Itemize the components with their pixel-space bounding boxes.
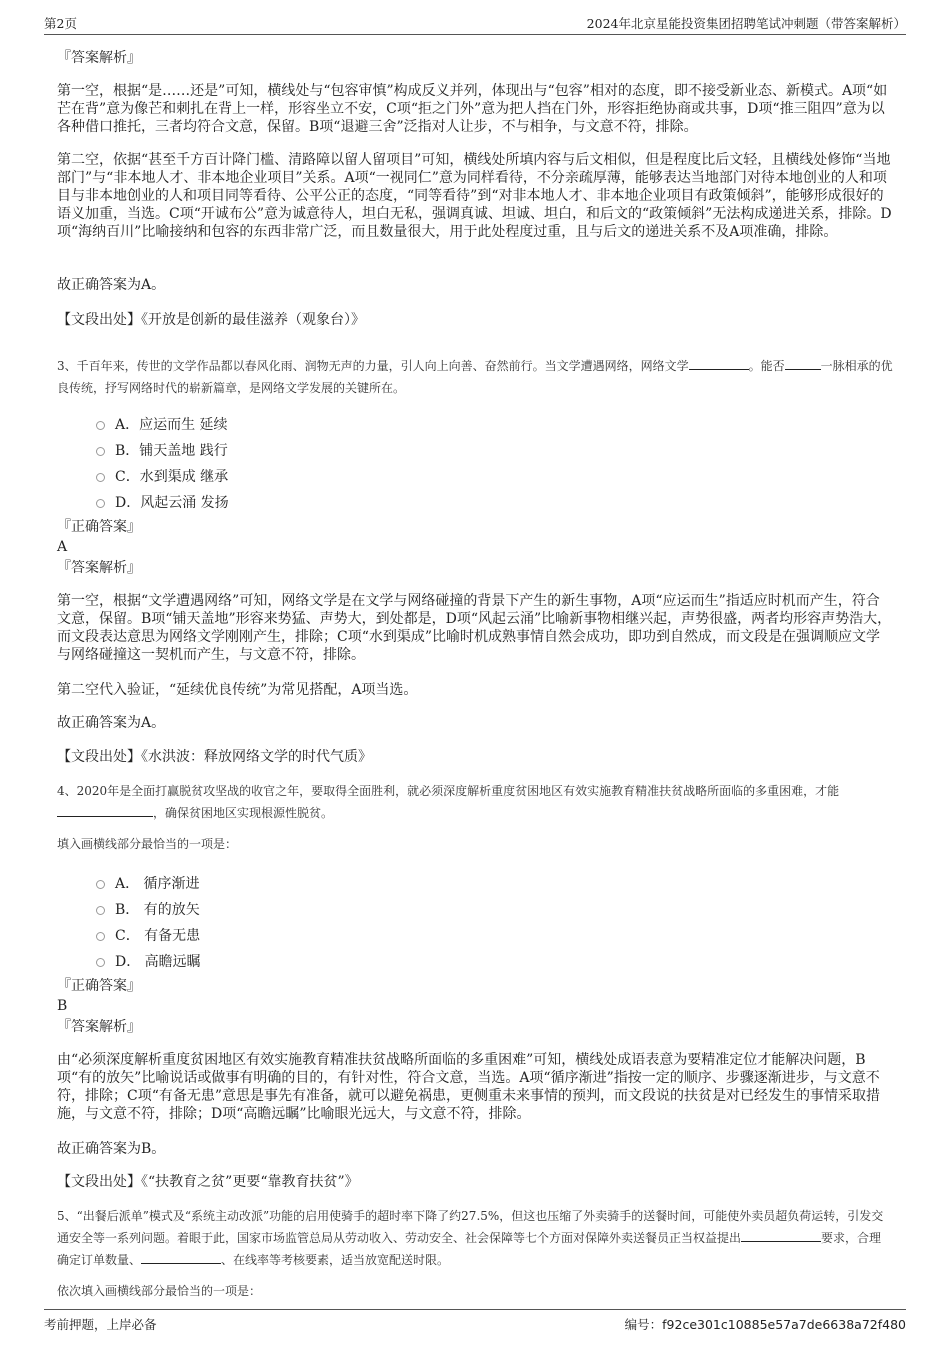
q3-stem-part-b: 。能否: [748, 359, 785, 373]
radio-icon[interactable]: [96, 932, 105, 941]
q3-source: 【文段出处】《水洪波：释放网络文学的时代气质》: [57, 749, 372, 765]
q2-analysis-paragraph-1: 第一空，根据“是……还是”可知，横线处与“包容审慎”构成反义并列，体现出与“包容”相对的态度，即不接受新业态、新模式。A项“如芒在背”意为像芒和刺扎在背上一样，形容坐立不安，C项“拒之门外”意为把人挡在门外，形容拒绝协商或共事，D项“推三阻四”意为以各种借口推托，三者均符合文意，保留。B项“退避三舍”泛指对人让步，不与相争，与文意不符，排除。: [57, 83, 888, 135]
q3-option-a[interactable]: A．应运而生 延续: [96, 414, 228, 434]
q4-option-a[interactable]: A． 循序渐进: [96, 873, 200, 893]
radio-icon[interactable]: [96, 421, 105, 430]
q2-conclusion: 故正确答案为A。: [57, 277, 166, 293]
q4-option-b[interactable]: B． 有的放矢: [96, 899, 200, 919]
q4-answer-label: 『正确答案』: [57, 978, 141, 994]
q3-conclusion: 故正确答案为A。: [57, 715, 166, 731]
q4-instruction: 填入画横线部分最恰当的一项是：: [57, 837, 238, 851]
q2-analysis-label: 『答案解析』: [57, 50, 141, 66]
document-title: 2024年北京星能投资集团招聘笔试冲刺题（带答案解析）: [586, 16, 906, 31]
q2-analysis-paragraph-2: 第二空，依据“甚至千方百计降门槛、清路障以留人留项目”可知，横线处所填内容与后文相似，但是程度比后文轻，且横线处修饰“当地部门”与“非本地人才、非本地企业项目”关系。A项“一视同仁”意为同样看待，不分亲疏厚薄，能够表达当地部门对待本地创业的人和项目与非本地创业的人和项目同等看待、公平公正的态度，“同等看待”到“对非本地人才、非本地企业项目有政策倾斜”，能够形成很好的语义加重，当选。C项“开诚布公”意为诚意待人，坦白无私，强调真诚、坦诚、坦白，和后文的“政策倾斜”无法构成递进关系，排除。D项“海纳百川”比喻接纳和包容的东西非常广泛，而且数量很大，用于此处程度过重，且与后文的递进关系不及A项准确，排除。: [57, 152, 892, 240]
q3-stem-part-c: 一脉相承的优良传统，抒写网络时代的崭新篇章，是网络文学发展的关键所在。: [57, 359, 893, 395]
q3-stem-part-a: 3、千百年来，传世的文学作品都以春风化雨、润物无声的力量，引人向上向善、奋然前行。当文学遭遇网络，网络文学: [57, 359, 689, 373]
radio-icon[interactable]: [96, 906, 105, 915]
q3-answer-label: 『正确答案』: [57, 519, 141, 535]
q4-source: 【文段出处】《“扶教育之贫”更要“靠教育扶贫”》: [57, 1174, 359, 1190]
page-header: [44, 14, 906, 35]
q4-stem: [57, 780, 893, 824]
document-id: 编号：f92ce301c10885e57a7de6638a72f480: [624, 1317, 906, 1332]
q5-stem-part-a: 5、“出餐后派单”模式及“系统主动改派”功能的启用使骑手的超时率下降了约27.5%，但这也压缩了外卖骑手的送餐时间，可能使外卖员超负荷运转，引发交通安全等一系列问题。着眼于此，国家市场监管总局从劳动收入、劳动安全、社会保障等七个方面对保障外卖送餐员正当权益提出: [57, 1209, 884, 1245]
radio-icon[interactable]: [96, 880, 105, 889]
radio-icon[interactable]: [96, 958, 105, 967]
radio-icon[interactable]: [96, 447, 105, 456]
q5-blank-2: [141, 1251, 221, 1264]
q4-answer: B: [57, 998, 68, 1014]
q4-stem-part-a: 4、2020年是全面打赢脱贫攻坚战的收官之年，要取得全面胜利，就必须深度解析重度贫困地区有效实施教育精准扶贫战略所面临的多重困难，才能: [57, 784, 840, 798]
page-footer: [44, 1309, 906, 1332]
radio-icon[interactable]: [96, 499, 105, 508]
q4-option-d[interactable]: D． 高瞻远瞩: [96, 951, 201, 971]
q4-stem-part-b: ，确保贫困地区实现根源性脱贫。: [153, 806, 334, 820]
q4-analysis-paragraph: 由“必须深度解析重度贫困地区有效实施教育精准扶贫战略所面临的多重困难”可知，横线处成语表意为要精准定位才能解决问题，B项“有的放矢”比喻说话或做事有明确的目的，有针对性，符合文意，当选。A项“循序渐进”指按一定的顺序、步骤逐渐进步，与文意不符，排除；C项“有备无患”意思是事先有准备，就可以避免祸患，更侧重未来事情的预判，而文段说的扶贫是对已经发生的事情采取措施，与文意不符，排除；D项“高瞻远瞩”比喻眼光远大，与文意不符，排除。: [57, 1052, 881, 1122]
q5-blank-1: [741, 1229, 821, 1242]
q4-blank: [57, 804, 153, 817]
page-number: 第2页: [44, 16, 77, 31]
q3-analysis-paragraph-1: 第一空，根据“文学遭遇网络”可知，网络文学是在文学与网络碰撞的背景下产生的新生事物，A项“应运而生”指适应时机而产生，符合文意，保留。B项“铺天盖地”形容来势猛、声势大，到处都是，D项“风起云涌”比喻新事物相继兴起，声势很盛，两者均形容声势浩大，而文段表达意思为网络文学刚刚产生，排除；C项“水到渠成”比喻时机成熟事情自然会成功，即功到自然成，而文段是在强调顺应文学与网络碰撞这一契机而产生，与文意不符，排除。: [57, 593, 892, 663]
q4-analysis-label: 『答案解析』: [57, 1019, 141, 1035]
q3-blank-2: [785, 357, 821, 370]
q3-option-c[interactable]: C．水到渠成 继承: [96, 466, 228, 486]
q4-conclusion: 故正确答案为B。: [57, 1141, 166, 1157]
q2-source: 【文段出处】《开放是创新的最佳滋养（观象台）》: [57, 312, 365, 328]
q3-analysis-paragraph-2: 第二空代入验证，“延续优良传统”为常见搭配，A项当选。: [57, 682, 418, 698]
q3-blank-1: [689, 357, 749, 370]
q4-option-c[interactable]: C． 有备无患: [96, 925, 200, 945]
q3-option-d[interactable]: D．风起云涌 发扬: [96, 492, 229, 512]
footer-slogan: 考前押题，上岸必备: [44, 1317, 157, 1332]
q3-answer: A: [57, 539, 68, 555]
q5-stem-part-b: 要求，合理确定订单数量、: [57, 1231, 882, 1267]
radio-icon[interactable]: [96, 473, 105, 482]
q5-stem: [57, 1205, 893, 1271]
q3-option-b[interactable]: B．铺天盖地 践行: [96, 440, 228, 460]
q5-stem-part-c: 、在线率等考核要素，适当放宽配送时限。: [221, 1253, 450, 1267]
q3-analysis-label: 『答案解析』: [57, 560, 141, 576]
q5-instruction: 依次填入画横线部分最恰当的一项是：: [57, 1284, 262, 1298]
q3-stem: [57, 355, 893, 399]
